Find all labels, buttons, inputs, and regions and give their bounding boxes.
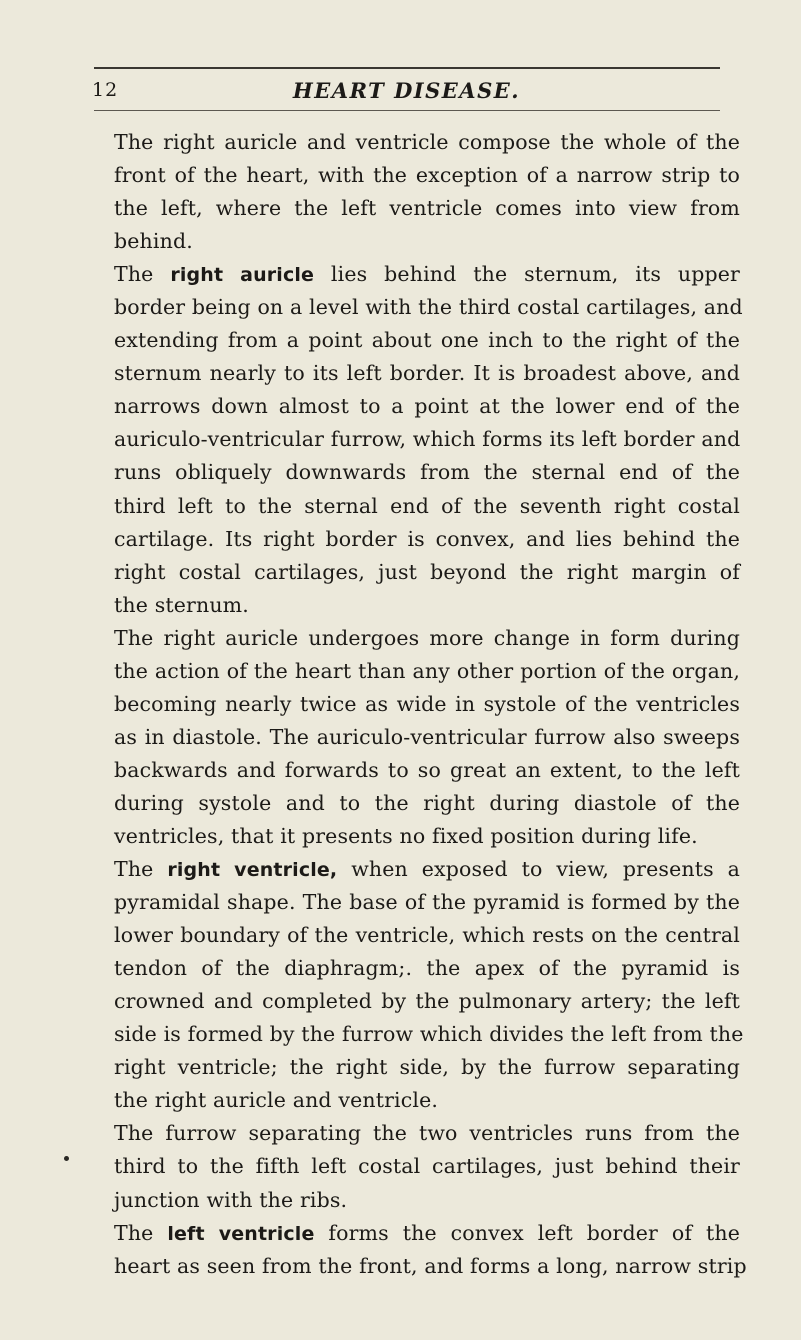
line-text-pre: The — [114, 262, 171, 287]
text-line: border being on a level with the third costal cartilages, and — [114, 295, 743, 320]
page-number: 12 — [92, 79, 119, 101]
text-line: the right auricle and ventricle. — [114, 1088, 439, 1113]
text-line — [114, 258, 740, 291]
text-line: lower boundary of the ventricle, which rests on the central — [114, 923, 740, 948]
text-line: ventricles, that it presents no fixed position during life. — [114, 823, 698, 848]
text-line — [114, 853, 740, 886]
text-line: The furrow separating the two ventricles runs from the — [114, 1121, 740, 1146]
text-line: the sternum. — [114, 592, 249, 617]
body-text — [114, 126, 747, 1283]
header-top-rule — [94, 67, 720, 69]
text-line: during systole and to the right during diastole of the — [114, 790, 740, 815]
margin-dot — [64, 1156, 69, 1161]
text-line: as in diastole. The auriculo-ventricular furrow also sweeps — [114, 724, 740, 749]
text-line: junction with the ribs. — [114, 1187, 348, 1212]
text-line: sternum nearly to its left border. It is broadest above, and — [114, 361, 740, 386]
running-head — [0, 74, 801, 108]
line-text-pre: The — [114, 857, 168, 882]
text-line: The right auricle and ventricle compose the whole of the — [114, 130, 740, 154]
text-line: auriculo-ventricular furrow, which forms its left border and — [114, 427, 741, 452]
text-line: third to the fifth left costal cartilages, just behind their — [114, 1154, 740, 1179]
text-line: the left, where the left ventricle comes into view from — [114, 196, 740, 221]
text-line: the action of the heart than any other portion of the organ, — [114, 658, 740, 683]
text-line: tendon of the diaphragm;. the apex of the pyramid is — [114, 956, 740, 981]
text-line: cartilage. Its right border is convex, and lies behind the — [114, 526, 740, 551]
bold-term: right ventricle, — [167, 859, 338, 882]
bold-term: left ventricle — [167, 1222, 315, 1245]
text-line: runs obliquely downwards from the sternal end of the — [114, 460, 740, 485]
text-line: right costal cartilages, just beyond the right margin of — [114, 559, 740, 584]
header-bottom-rule — [94, 110, 720, 111]
line-text-post: when exposed to view, presents a — [337, 857, 741, 882]
line-text-pre: The — [114, 1220, 168, 1245]
text-line: front of the heart, with the exception of a narrow strip to — [114, 163, 740, 188]
text-line: becoming nearly twice as wide in systole of the ventricles — [114, 691, 740, 716]
text-line: extending from a point about one inch to the right of the — [114, 328, 740, 353]
text-line: narrows down almost to a point at the lower end of the — [114, 394, 740, 419]
text-line — [114, 1217, 740, 1250]
text-line: behind. — [114, 229, 193, 254]
bold-term: right auricle — [170, 264, 315, 287]
text-line: third left to the sternal end of the seventh right costal — [114, 493, 740, 518]
line-text-post: forms the convex left border of the — [314, 1220, 740, 1245]
text-line: right ventricle; the right side, by the furrow separating — [114, 1055, 740, 1080]
text-line: crowned and completed by the pulmonary artery; the left — [114, 989, 740, 1014]
text-line: pyramidal shape. The base of the pyramid is formed by the — [114, 890, 740, 915]
text-line: backwards and forwards to so great an extent, to the left — [114, 757, 740, 782]
line-text-post: lies behind the sternum, its upper — [314, 262, 740, 287]
text-line: side is formed by the furrow which divides the left from the — [114, 1022, 744, 1047]
running-title: HEART DISEASE. — [292, 78, 521, 103]
text-line: heart as seen from the front, and forms a long, narrow strip — [114, 1253, 747, 1278]
text-line: The right auricle undergoes more change in form during — [114, 625, 740, 650]
